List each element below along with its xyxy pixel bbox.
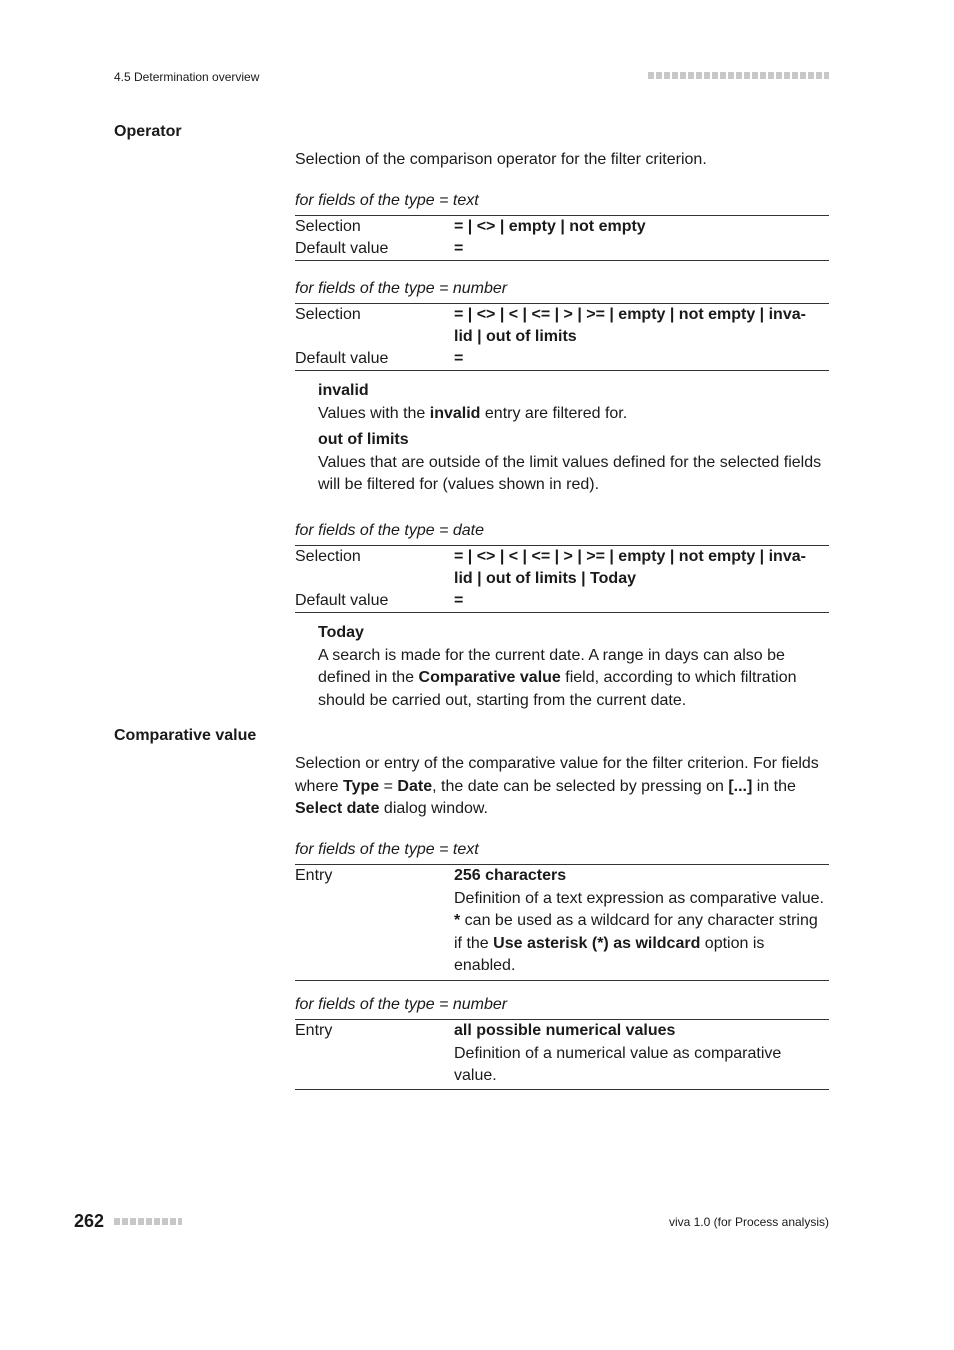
row-value-line: = | <> | < | <= | > | >= | empty | not empty | inva- <box>454 548 806 565</box>
row-value <box>454 1020 829 1088</box>
operator-date-caption: for fields of the type = date <box>295 522 485 539</box>
footer-decoration <box>114 1218 182 1225</box>
note-text: A search is made for the current date. A range in days can also be defined in the Comparative value field, according to which filtration should be carried out, starting from the current date. <box>318 646 797 709</box>
comparative-number-table <box>295 1019 829 1090</box>
row-value: = <box>454 240 464 257</box>
operator-number-table <box>295 303 829 371</box>
note-title: Today <box>318 624 364 641</box>
operator-date-table <box>295 545 829 613</box>
comparative-number-caption: for fields of the type = number <box>295 996 508 1013</box>
entry-description: Definition of a numerical value as comparative value. <box>454 1044 782 1084</box>
row-value: = | <> | empty | not empty <box>454 218 646 235</box>
table-row <box>295 216 829 238</box>
note-out-of-limits <box>318 429 833 497</box>
row-value: = <box>454 350 464 367</box>
note-text: Values that are outside of the limit values defined for the selected fields will be filtered for (values shown in red). <box>318 453 822 493</box>
row-value-line: lid | out of limits <box>454 328 577 345</box>
table-row <box>295 304 829 348</box>
row-label: Selection <box>295 218 361 235</box>
row-label: Entry <box>295 1022 333 1039</box>
table-row <box>295 865 829 978</box>
table-row <box>295 238 829 260</box>
row-label: Selection <box>295 548 361 565</box>
operator-text-table <box>295 215 829 261</box>
entry-value: 256 characters <box>454 867 567 884</box>
row-label: Entry <box>295 867 333 884</box>
row-label: Default value <box>295 592 389 609</box>
footer-product: viva 1.0 (for Process analysis) <box>668 1215 829 1229</box>
table-row <box>295 546 829 590</box>
comparative-text-caption: for fields of the type = text <box>295 841 479 858</box>
row-label: Selection <box>295 306 361 323</box>
note-today <box>318 622 833 712</box>
operator-intro: Selection of the comparison operator for the filter criterion. <box>295 151 707 168</box>
row-value <box>454 546 829 590</box>
operator-text-caption: for fields of the type = text <box>295 192 479 209</box>
entry-value: all possible numerical values <box>454 1022 676 1039</box>
table-row <box>295 348 829 370</box>
note-invalid <box>318 380 833 425</box>
row-label: Default value <box>295 240 389 257</box>
comparative-intro: Selection or entry of the comparative value for the filter criterion. For fields where Type = Date, the date can be selected by pressing on [...] in the Select date dialog window. <box>295 755 819 817</box>
page-number: 262 <box>74 1211 105 1231</box>
entry-description: Definition of a text expression as comparative value. * can be used as a wildcard for any character string if the Use asterisk (*) as wildcard option is enabled. <box>454 889 824 974</box>
header-section: 4.5 Determination overview <box>114 70 260 84</box>
operator-number-caption: for fields of the type = number <box>295 280 508 297</box>
operator-title: Operator <box>114 123 182 140</box>
row-value: = <box>454 592 464 609</box>
note-title: invalid <box>318 382 369 399</box>
row-value-line: lid | out of limits | Today <box>454 570 636 587</box>
header-decoration <box>648 72 829 79</box>
row-value <box>454 865 829 978</box>
row-value <box>454 304 829 348</box>
note-title: out of limits <box>318 431 409 448</box>
comparative-text-table <box>295 864 829 981</box>
note-text: Values with the invalid entry are filtered for. <box>318 404 628 422</box>
comparative-title: Comparative value <box>114 727 257 744</box>
row-value-line: = | <> | < | <= | > | >= | empty | not empty | inva- <box>454 306 806 323</box>
row-label: Default value <box>295 350 389 367</box>
table-row <box>295 590 829 612</box>
table-row <box>295 1020 829 1088</box>
